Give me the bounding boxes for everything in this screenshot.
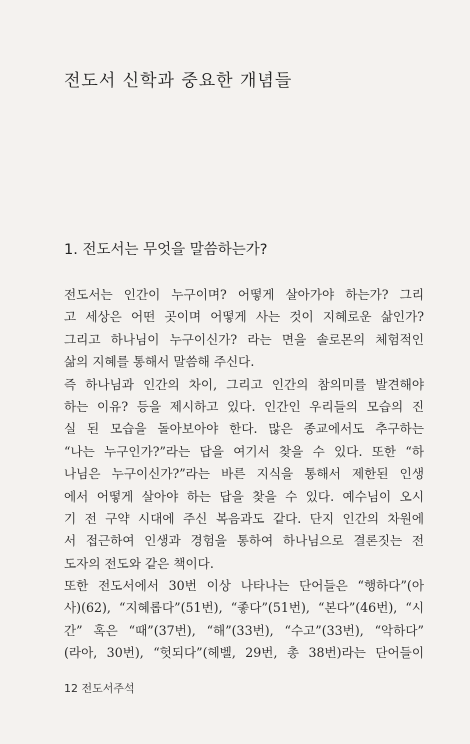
running-title: 전도서주석 xyxy=(81,682,135,695)
body-line: 또한 전도서에서 30번 이상 나타나는 단어들은 “행하다”(아 xyxy=(64,578,424,594)
body-line: 실 된 모습을 돌아보아야 한다. 많은 종교에서도 추구하는 xyxy=(64,421,424,437)
body-line: 삶의 지혜를 통해서 말씀해 주신다. xyxy=(64,354,255,370)
body-line: 나님은 누구이신가?”라는 바른 지식을 통해서 제한된 인생 xyxy=(64,466,424,482)
body-line: 즉 하나님과 인간의 차이, 그리고 인간의 참의미를 발견해야 xyxy=(64,376,424,392)
body-line: 에서 어떻게 살아야 하는 답을 찾을 수 있다. 예수님이 오시 xyxy=(64,488,424,504)
body-line: 하는 이유? 등을 제시하고 있다. 인간인 우리들의 모습의 진 xyxy=(64,398,424,414)
body-line: 기 전 구약 시대에 주신 복음과도 같다. 단지 인간의 차원에 xyxy=(64,510,424,526)
body-text xyxy=(64,284,424,665)
body-line: 사)(62), “지혜롭다”(51번), “좋다”(51번), “본다”(46번), “시 xyxy=(64,600,424,616)
chapter-title: 전도서 신학과 중요한 개념들 xyxy=(64,71,293,91)
body-line: 간” 혹은 “때”(37번), “해”(33번), “수고”(33번), “악하다” xyxy=(64,622,424,638)
page-number: 12 xyxy=(64,682,78,695)
body-line: 도자의 전도와 같은 책이다. xyxy=(64,555,214,571)
body-line: 고 세상은 어떤 곳이며 어떻게 사는 것이 지혜로운 삶인가? xyxy=(64,309,424,325)
body-line: 그리고 하나님이 누구이신가? 라는 면을 솔로몬의 체험적인 xyxy=(64,331,424,347)
section-heading: 1. 전도서는 무엇을 말씀하는가? xyxy=(64,242,268,258)
body-line: 서 접근하여 인생과 경험을 통하여 하나님으로 결론짓는 전 xyxy=(64,533,424,549)
page-footer xyxy=(64,680,135,696)
body-line: (라아, 30번), “헛되다”(헤벨, 29번, 총 38번)라는 단어들이 xyxy=(64,645,424,661)
body-line: 전도서는 인간이 누구이며? 어떻게 살아가야 하는가? 그리 xyxy=(64,287,424,302)
body-line: “나는 누구인가?”라는 답을 여기서 찾을 수 있다. 또한 “하 xyxy=(64,443,424,459)
